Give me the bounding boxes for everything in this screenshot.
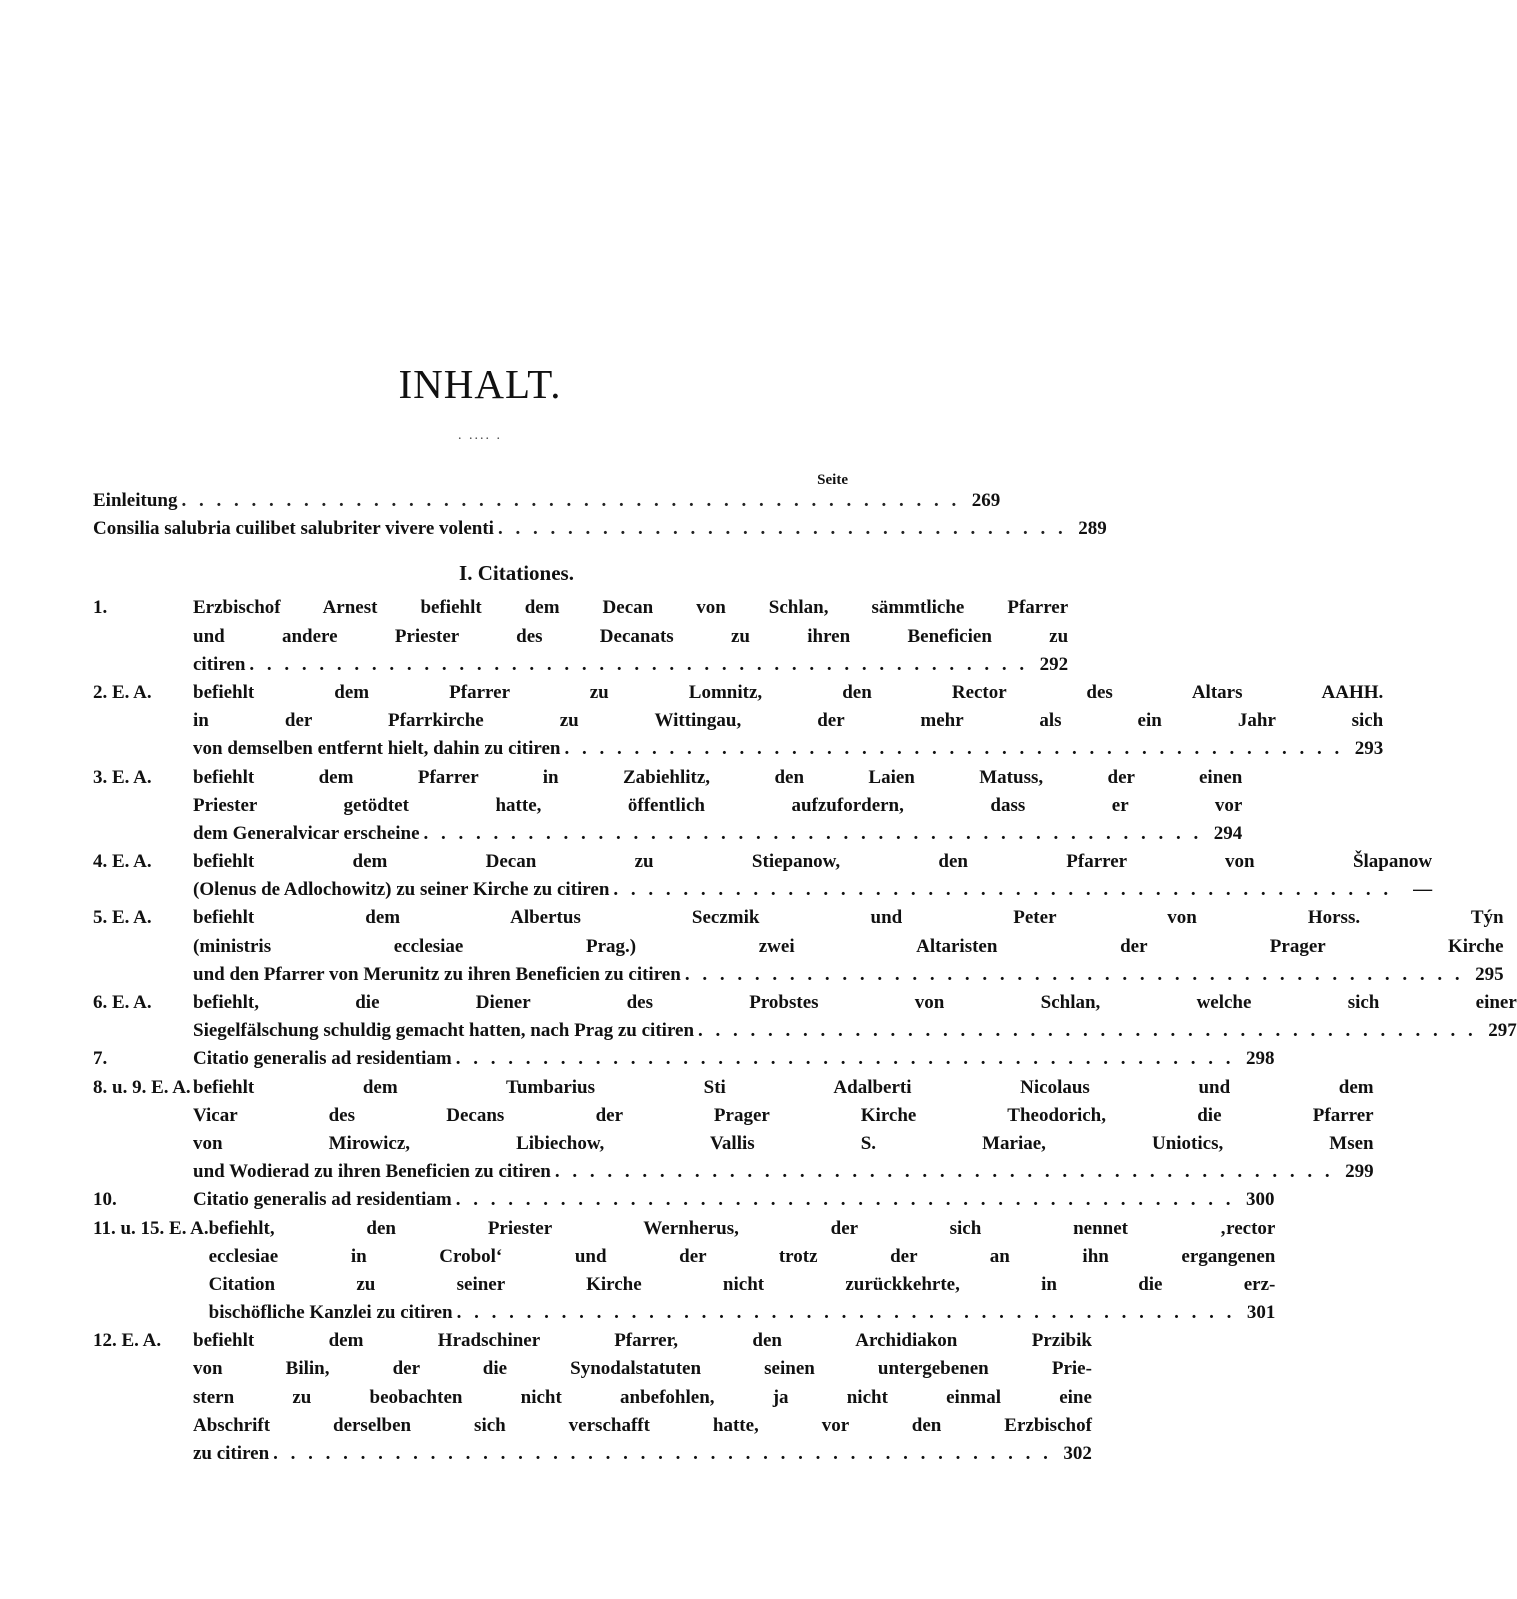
title-ornament: . .... . (458, 428, 502, 443)
entry-number: 4. E. A. (93, 851, 152, 873)
entry-line-text: befiehlt dem Tumbarius Sti Adalberti Nicolaus und dem (193, 1076, 1374, 1098)
dot-leader: . . . . . . . . . . . . . . . . . . . . . . . . . . . . . . . . . . . . . . . . . . . . . (181, 490, 961, 511)
entry-number: 8. u. 9. E. A. (93, 1076, 191, 1098)
seite-column-label: Seite (817, 472, 848, 488)
citation-entries (93, 594, 1517, 1468)
entry-line-text: Priester getödtet hatte, öffentlich aufzufordern, dass er vor (193, 794, 1243, 816)
entry-line (193, 679, 1383, 707)
entry-line-text: befiehlt dem Decan zu Stiepanow, den Pfarrer von Šlapanow (193, 851, 1433, 873)
toc-entry (93, 1074, 1374, 1187)
toc-entry (93, 989, 1517, 1045)
entry-body (193, 1186, 1275, 1214)
dot-leader: . . . . . . . . . . . . . . . . . . . . . . . . . . . . . . . . . . . . . . . . . . . . . (455, 1048, 1235, 1070)
entry-line-text: zu citiren (193, 1443, 270, 1464)
table-of-contents (93, 490, 1517, 1468)
toc-entry (93, 904, 1504, 989)
entry-line (193, 848, 1432, 876)
entry-line-text: Vicar des Decans der Prager Kirche Theodorich, die Pfarrer (193, 1104, 1374, 1126)
entry-line (209, 1299, 1276, 1327)
toc-entry-text: Einleitung (93, 490, 178, 511)
entry-line (193, 876, 1432, 904)
toc-page-number: 293 (1354, 738, 1384, 760)
entry-line-text: (Olenus de Adlochowitz) zu seiner Kirche zu citiren (193, 879, 610, 901)
entry-line (193, 904, 1504, 932)
toc-entry (93, 1327, 1092, 1468)
entry-body (209, 1215, 1276, 1328)
entry-line-text: Siegelfälschung schuldig gemacht hatten, nach Prag zu citiren (193, 1020, 695, 1042)
toc-entry-einleitung (93, 490, 1001, 518)
entry-line-text: und Wodierad zu ihren Beneficien zu citiren (193, 1161, 551, 1183)
entry-line-text: Abschrift derselben sich verschafft hatte, vor den Erzbischof (193, 1414, 1092, 1436)
entry-line-text: in der Pfarrkirche zu Wittingau, der mehr als ein Jahr sich (193, 710, 1384, 732)
entry-line (209, 1215, 1276, 1243)
toc-page-number: 300 (1246, 1189, 1275, 1211)
entry-number: 1. (93, 597, 108, 619)
entry-line-text: befiehlt dem Hradschiner Pfarrer, den Archidiakon Przibik (193, 1330, 1092, 1352)
entry-line (193, 792, 1242, 820)
entry-line (193, 1102, 1374, 1130)
entry-line (193, 820, 1242, 848)
entry-line (193, 707, 1383, 735)
entry-body (193, 594, 1068, 679)
entry-line-text: citiren (193, 653, 246, 675)
entry-number: 2. E. A. (93, 681, 152, 703)
entry-line (193, 594, 1068, 622)
entry-line-text: ecclesiae in Crobol‘ und der trotz der an ihn ergangenen (208, 1245, 1276, 1267)
entry-line-text: befiehlt, die Diener des Probstes von Schlan, welche sich einer (193, 992, 1517, 1013)
toc-page-number: 292 (1039, 653, 1069, 675)
entry-body (193, 764, 1242, 849)
entry-number: 11. u. 15. E. A. (93, 1217, 209, 1239)
dot-leader: . . . . . . . . . . . . . . . . . . . . . . . . . . . . . . . . . . . . . . . . . . . . . (273, 1443, 1052, 1464)
entry-line (193, 1186, 1275, 1214)
entry-line-text: von Bilin, der die Synodalstatuten seinen untergebenen Prie- (193, 1358, 1092, 1380)
toc-page-number: 298 (1246, 1048, 1275, 1070)
entry-body (193, 679, 1383, 764)
entry-line-text: und den Pfarrer von Merunitz zu ihren Beneficien zu citiren (193, 963, 681, 985)
entry-line (209, 1271, 1276, 1299)
toc-entry (93, 848, 1433, 904)
page-title: INHALT. (398, 361, 562, 407)
toc-page-number: — (1413, 879, 1433, 901)
entry-line-text: stern zu beobachten nicht anbefohlen, ja nicht einmal eine (193, 1386, 1092, 1408)
entry-line (193, 764, 1242, 792)
entry-line (193, 623, 1068, 651)
section-heading: I. Citationes. (459, 561, 574, 586)
toc-page-number: 301 (1246, 1302, 1276, 1324)
toc-page-number: 295 (1475, 963, 1504, 985)
entry-number: 12. E. A. (93, 1330, 162, 1352)
entry-line (193, 1130, 1374, 1158)
entry-line-text: Erzbischof Arnest befiehlt dem Decan von Schlan, sämmtliche Pfarrer (193, 597, 1069, 619)
toc-entry (93, 679, 1384, 764)
toc-entry (93, 1215, 1276, 1328)
entry-line (193, 1074, 1374, 1102)
dot-leader: . . . . . . . . . . . . . . . . . . . . . . . . . . . . . . . . . . . . . . . . . . . . . (423, 822, 1203, 844)
entry-line-text: befiehlt dem Albertus Seczmik und Peter von Horss. Týn (193, 907, 1504, 929)
dot-leader: . . . . . . . . . . . . . . . . . . . . . . . . . . . . . . . . . . . . . . . . . . . . . (613, 879, 1393, 901)
entry-line-text: von demselben entfernt hielt, dahin zu citiren (193, 738, 561, 760)
entry-line (193, 735, 1383, 763)
toc-entry (93, 1045, 1275, 1073)
entry-number: 7. (93, 1048, 108, 1070)
toc-page-number: 299 (1345, 1161, 1374, 1183)
entry-body (193, 1074, 1374, 1187)
entry-line-text: und andere Priester des Decanats zu ihren Beneficien zu (193, 625, 1069, 647)
entry-number: 3. E. A. (93, 766, 152, 788)
entry-number: 6. E. A. (93, 992, 152, 1013)
toc-page-number: 289 (1078, 518, 1107, 540)
dot-leader: . . . . . . . . . . . . . . . . . . . . . . . . . . . . . . . . . . . . . . . . . . . . . (564, 738, 1344, 760)
dot-leader: . . . . . . . . . . . . . . . . . . . . . . . . . . . . . . . . . . . . . . . . . . . . . (249, 653, 1029, 675)
entry-line (193, 1440, 1092, 1468)
entry-line (193, 1017, 1517, 1045)
toc-page-number: 302 (1063, 1443, 1092, 1464)
dot-leader: . . . . . . . . . . . . . . . . . . . . . . . . . . . . . . . . . . . . . . . . . . . . . (456, 1302, 1236, 1324)
dot-leader: . . . . . . . . . . . . . . . . . . . . . . . . . . . . . . . . . . . . . . . . . . . . . (698, 1020, 1477, 1042)
entry-line (193, 651, 1068, 679)
entry-number: 5. E. A. (93, 907, 152, 929)
toc-entry (93, 1186, 1275, 1214)
entry-line-text: (ministris ecclesiae Prag.) zwei Altaristen der Prager Kirche (193, 935, 1504, 957)
entry-body (193, 989, 1517, 1045)
entry-body (193, 1327, 1092, 1468)
toc-page-number: 297 (1488, 1020, 1517, 1042)
entry-body (193, 848, 1432, 904)
dot-leader: . . . . . . . . . . . . . . . . . . . . . . . . . . . . . . . . . . . . . . . . . . . . . (684, 963, 1464, 985)
entry-line (209, 1243, 1276, 1271)
entry-line-text: dem Generalvicar erscheine (193, 822, 420, 844)
entry-line (193, 1045, 1275, 1073)
toc-page-number: 294 (1213, 822, 1243, 844)
entry-line-text: von Mirowicz, Libiechow, Vallis S. Mariae, Uniotics, Msen (193, 1132, 1374, 1154)
entry-line-text: befiehlt dem Pfarrer zu Lomnitz, den Rector des Altars AAHH. (193, 681, 1384, 703)
dot-leader: . . . . . . . . . . . . . . . . . . . . . . . . . . . . . . . . . (497, 518, 1067, 540)
entry-line-text: bischöfliche Kanzlei zu citiren (208, 1302, 453, 1324)
entry-line (193, 1355, 1092, 1383)
entry-line (193, 1412, 1092, 1440)
entry-body (193, 904, 1504, 989)
entry-line-text: befiehlt dem Pfarrer in Zabiehlitz, den Laien Matuss, der einen (193, 766, 1243, 788)
entry-line (193, 1158, 1374, 1186)
dot-leader: . . . . . . . . . . . . . . . . . . . . . . . . . . . . . . . . . . . . . . . . . . . . . (554, 1161, 1334, 1183)
toc-page-number: 269 (971, 490, 1001, 511)
entry-line-text: Citatio generalis ad residentiam (193, 1189, 452, 1211)
entry-line-text: Citatio generalis ad residentiam (193, 1048, 452, 1070)
entry-line-text: Citation zu seiner Kirche nicht zurückkehrte, in die erz- (208, 1273, 1276, 1295)
entry-line (193, 1384, 1092, 1412)
entry-line (193, 933, 1504, 961)
entry-body (193, 1045, 1275, 1073)
toc-entry-consilia (93, 518, 1107, 546)
toc-entry (93, 594, 1069, 679)
entry-line (193, 989, 1517, 1017)
dot-leader: . . . . . . . . . . . . . . . . . . . . . . . . . . . . . . . . . . . . . . . . . . . . . (455, 1189, 1235, 1211)
toc-entry-text: Consilia salubria cuilibet salubriter vivere volenti (93, 518, 494, 540)
entry-line (193, 1327, 1092, 1355)
entry-number: 10. (93, 1189, 117, 1211)
entry-line-text: befiehlt, den Priester Wernherus, der sich nennet ‚rector (208, 1217, 1276, 1239)
entry-line (193, 961, 1504, 989)
toc-entry (93, 764, 1243, 849)
